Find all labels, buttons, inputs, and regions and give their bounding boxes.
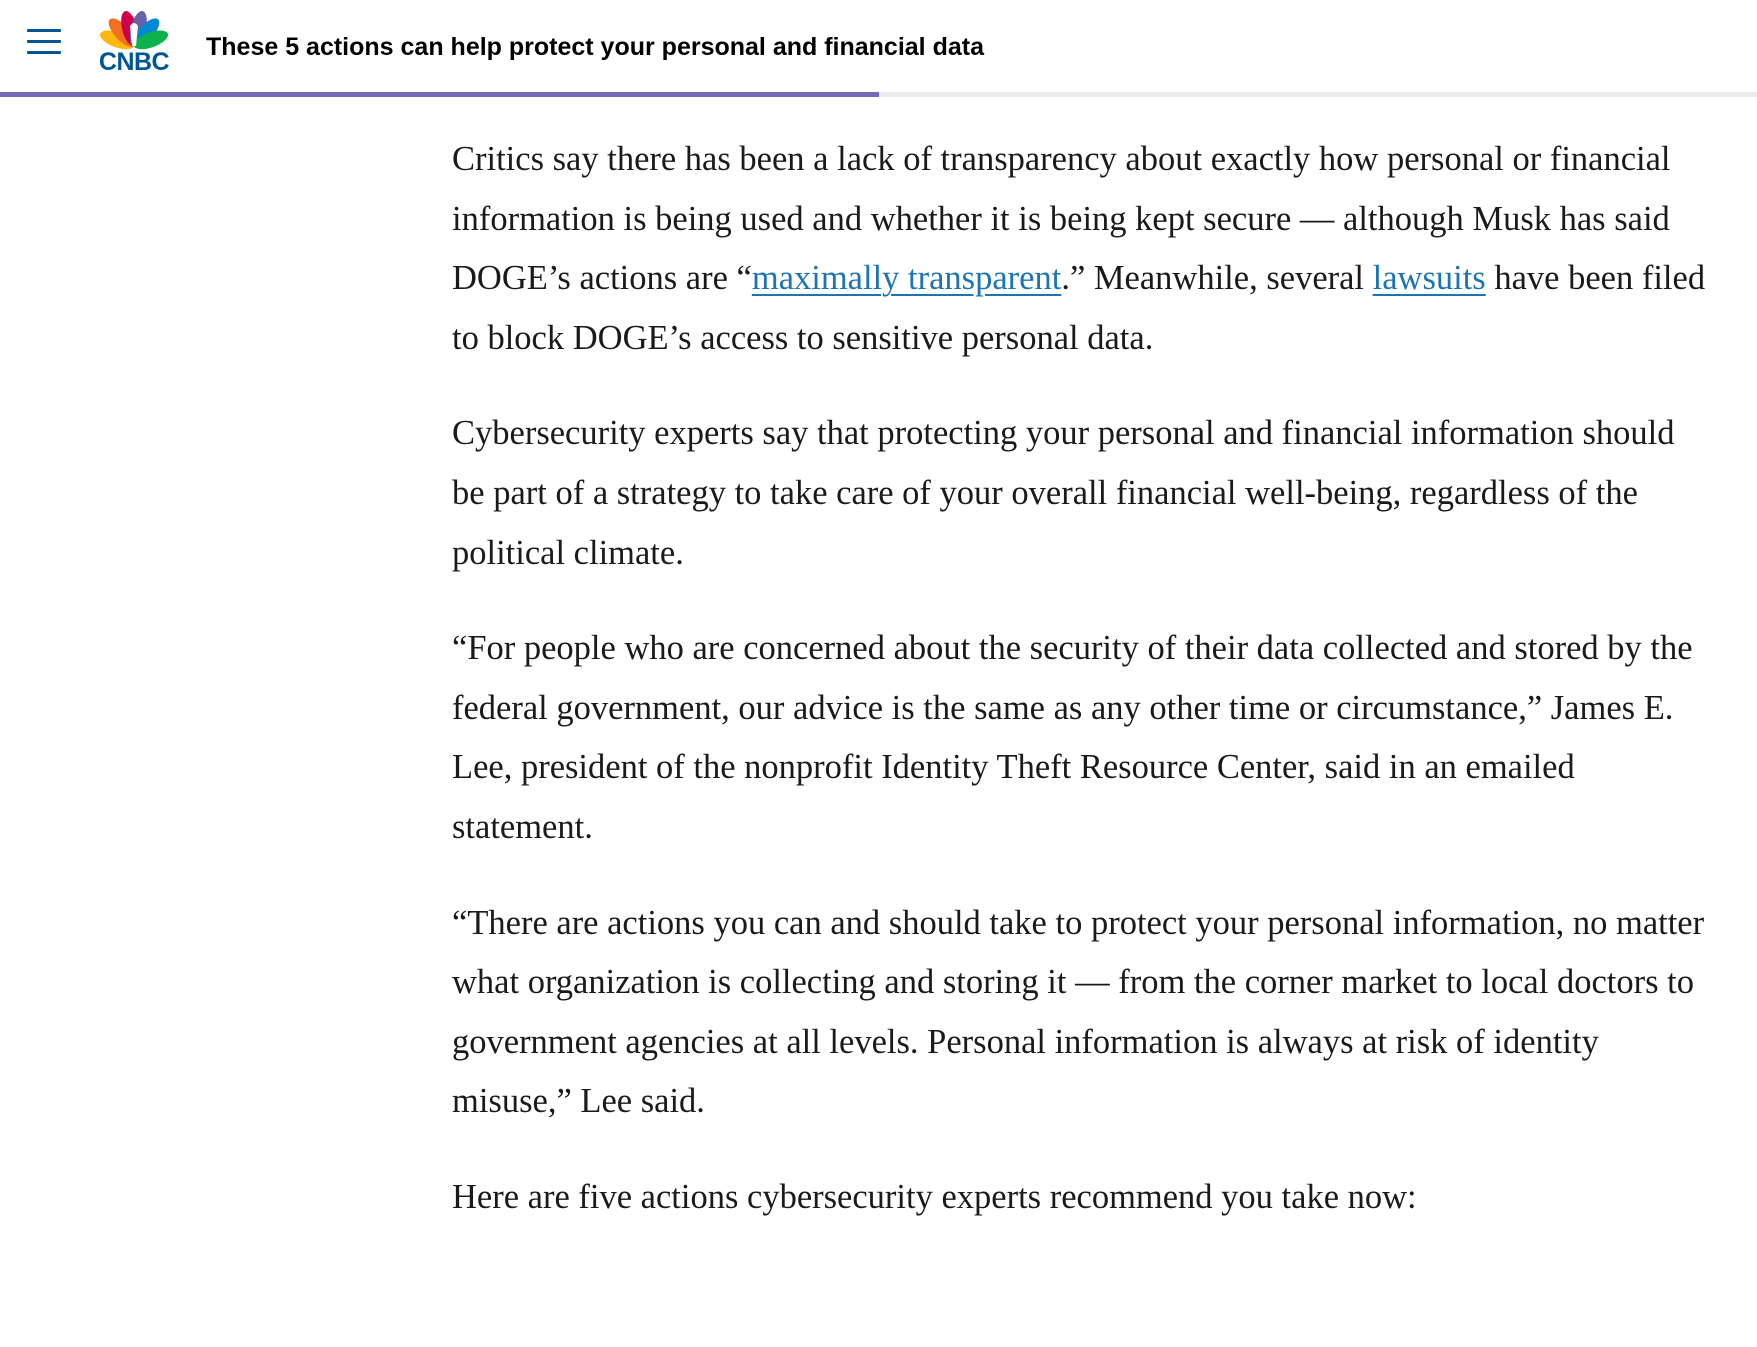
article-paragraph-5: Here are five actions cybersecurity experts recommend you take now:: [452, 1177, 1417, 1216]
article-body: [452, 130, 1712, 1264]
header-article-title: These 5 actions can help protect your personal and financial data: [206, 33, 984, 61]
reading-progress-fill: [0, 92, 879, 97]
article-paragraph-3: “For people who are concerned about the security of their data collected and stored by the federal government, our advice is the same as any other time or circumstance,” James E. Lee, president of the nonprofit Identity Theft Resource Center, said in an emailed statement.: [452, 629, 1693, 846]
article-paragraph-4: “There are actions you can and should take to protect your personal information, no matter what organization is collecting and storing it — from the corner market to local doctors to government agencies at all levels. Personal information is always at risk of identity misuse,” Lee said.: [452, 903, 1705, 1121]
site-header: [0, 0, 1757, 92]
lawsuits-link[interactable]: lawsuits: [1372, 259, 1486, 298]
hamburger-menu-icon[interactable]: [27, 28, 61, 56]
article-paragraph-2: Cybersecurity experts say that protecting your personal and financial information should be part of a strategy to take care of your overall financial well-being, regardless of the political climate.: [452, 414, 1675, 572]
maximally-transparent-link[interactable]: maximally transparent: [751, 259, 1062, 298]
reading-progress-bar: [0, 92, 1757, 97]
article-paragraph-1: Critics say there has been a lack of transparency about exactly how personal or financial information is being used and whether it is being kept secure — although Musk has said DOGE’s actions are “maximally transparent.” Meanwhile, several lawsuits have been filed to block DOGE’s access to sensitive personal data.: [452, 140, 1706, 357]
nbc-peacock-icon: [92, 8, 176, 52]
cnbc-logo[interactable]: [92, 8, 176, 76]
logo-text: CNBC: [98, 48, 170, 76]
